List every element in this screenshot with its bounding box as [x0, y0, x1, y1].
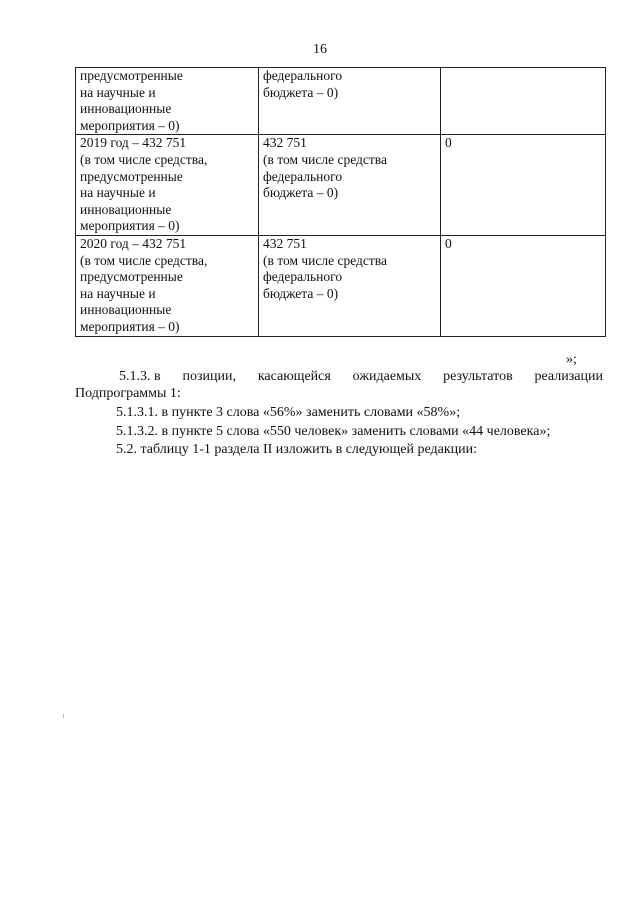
cell-text: 432 751 (в том числе средства федерального бюджета – 0) [263, 135, 387, 201]
cell-text: федерального бюджета – 0) [263, 68, 343, 100]
paragraph-5-1-3-line-2: Подпрограммы 1: [75, 386, 181, 401]
table-cell-other [441, 135, 606, 236]
paragraph-5-2: 5.2. таблицу 1-1 раздела II изложить в следующей редакции: [116, 442, 478, 457]
table-cell-amount [259, 135, 441, 236]
table-row [76, 235, 606, 336]
table-cell-amount [259, 68, 441, 135]
paragraph-5-1-3-2: 5.1.3.2. в пункте 5 слова «550 человек» заменить словами «44 человека»; [116, 424, 551, 439]
paragraph-word: позиции, [182, 369, 236, 384]
table-cell-other [441, 68, 606, 135]
scan-artifact [63, 714, 64, 718]
table-row [76, 68, 606, 135]
table-row [76, 135, 606, 236]
cell-text: 0 [445, 235, 452, 251]
table-cell-period [76, 135, 259, 236]
paragraph-5-1-3-1: 5.1.3.1. в пункте 3 слова «56%» заменить словами «58%»; [116, 405, 461, 420]
paragraph-word: ожидаемых [352, 369, 422, 384]
cell-text: предусмотренные на научные и инновационные мероприятия – 0) [80, 68, 183, 133]
cell-text: 2019 год – 432 751 (в том числе средства, предусмотренные на научные и инновационные мероприятия – 0) [80, 135, 208, 234]
table-cell-other [441, 235, 606, 336]
paragraph-word: реализации [534, 369, 603, 384]
table-cell-period [76, 235, 259, 336]
closing-quote: »; [566, 352, 577, 367]
paragraph-word: касающейся [257, 369, 331, 384]
table-cell-amount [259, 235, 441, 336]
funding-table [75, 67, 606, 337]
page-number: 16 [313, 42, 327, 57]
table-cell-period [76, 68, 259, 135]
cell-text: 432 751 (в том числе средства федерального бюджета – 0) [263, 235, 387, 301]
paragraph-5-1-3-line-1 [119, 368, 603, 386]
paragraph-word: результатов [443, 369, 513, 384]
paragraph-word: 5.1.3. в [119, 369, 161, 384]
cell-text: 2020 год – 432 751 (в том числе средства, предусмотренные на научные и инновационные мероприятия – 0) [80, 235, 208, 334]
cell-text: 0 [445, 135, 452, 151]
